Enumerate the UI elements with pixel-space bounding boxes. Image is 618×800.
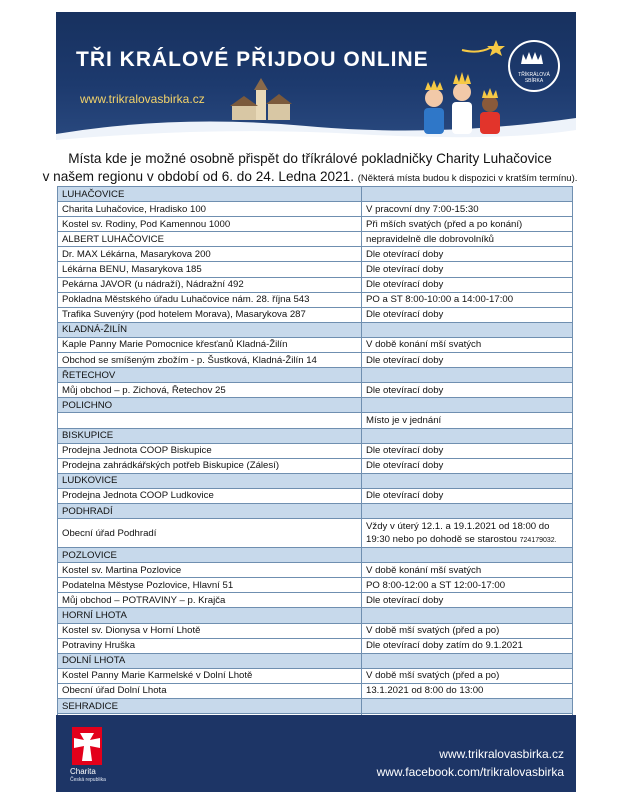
places-table [57,186,573,729]
place-row [58,383,573,398]
logo-text-line2: SBÍRKA [524,78,544,84]
page-heading [40,150,580,188]
place-name: Kaple Panny Marie Pomocnice křesťanů Kladná-Žilín [58,337,362,352]
place-row [58,519,573,548]
opening-time [362,623,573,638]
place-name: Kostel Panny Marie Karmelské v Dolní Lhotě [58,668,362,683]
charita-logo [72,727,102,765]
opening-time [362,683,573,698]
section-row [58,608,573,623]
place-name: Můj obchod – POTRAVINY – p. Krajča [58,593,362,608]
charita-cross-icon [72,727,102,765]
opening-time-text: Dle otevírací doby [366,460,444,472]
opening-time-text: Dle otevírací doby [366,279,444,291]
place-row [58,337,573,352]
place-row [58,307,573,322]
opening-time [362,563,573,578]
section-empty-cell [362,699,573,714]
place-name: Lékárna BENU, Masarykova 185 [58,262,362,277]
place-row [58,623,573,638]
opening-time [362,458,573,473]
opening-time-text: 13.1.2021 od 8:00 do 13:00 [366,685,484,697]
section-empty-cell [362,608,573,623]
opening-time [362,668,573,683]
opening-time [362,353,573,368]
place-row [58,202,573,217]
opening-time-text: Dle otevírací doby [366,594,444,606]
section-empty-cell [362,322,573,337]
place-name: Charita Luhačovice, Hradisko 100 [58,202,362,217]
section-empty-cell [362,368,573,383]
place-row [58,578,573,593]
opening-time [362,217,573,232]
opening-time-text: Dle otevírací doby [366,384,444,396]
section-empty-cell [362,653,573,668]
section-name: POZLOVICE [58,548,362,563]
opening-time [362,202,573,217]
heading-note: (Některá místa budou k dispozici v kratším termínu). [357,173,578,184]
section-row [58,503,573,518]
logo-text-line1: TŘÍKRÁLOVÁ [518,72,550,78]
section-name: KLADNÁ-ŽILÍN [58,322,362,337]
crowns-icon [508,40,556,70]
opening-time-text: PO 8:00-12:00 a ST 12:00-17:00 [366,579,506,591]
place-row [58,262,573,277]
banner-url[interactable]: www.trikralovasbirka.cz [80,92,205,106]
place-row [58,488,573,503]
place-name: Prodejna zahrádkářských potřeb Biskupice (Zálesí) [58,458,362,473]
opening-time-text: Dle otevírací doby [366,354,444,366]
section-name: ŘETECHOV [58,368,362,383]
header-banner [56,12,576,144]
place-name [58,413,362,428]
section-row [58,187,573,202]
church-village-illustration [226,76,296,126]
opening-time [362,593,573,608]
heading-line1: Místa kde je možné osobně přispět do tříkrálové pokladničky Charity Luhačovice [68,151,552,166]
place-name: Kostel sv. Rodiny, Pod Kamennou 1000 [58,217,362,232]
opening-time [362,578,573,593]
section-row [58,653,573,668]
place-name: Dr. MAX Lékárna, Masarykova 200 [58,247,362,262]
place-name: Obecní úřad Podhradí [58,519,362,548]
phone-number: 724179032. [519,536,557,544]
section-name: SEHRADICE [58,699,362,714]
section-row [58,428,573,443]
opening-time-text: Dle otevírací doby [366,490,444,502]
opening-time [362,277,573,292]
banner-title: TŘI KRÁLOVÉ PŘIJDOU ONLINE [76,48,429,71]
place-name: Prodejna Jednota COOP Ludkovice [58,488,362,503]
place-row [58,683,573,698]
section-empty-cell [362,398,573,413]
footer-website-link[interactable]: www.trikralovasbirka.cz [439,747,564,761]
section-name: DOLNÍ LHOTA [58,653,362,668]
charita-subtitle: Česká republika [70,777,106,783]
opening-time [362,262,573,277]
opening-time-text: Dle otevírací doby [366,248,444,260]
place-name: Podatelna Městyse Pozlovice, Hlavní 51 [58,578,362,593]
opening-time [362,638,573,653]
place-name: Kostel sv. Martina Pozlovice [58,563,362,578]
section-row [58,473,573,488]
section-row [58,699,573,714]
opening-time-text: V době mší svatých (před a po) [366,625,500,637]
opening-time [362,443,573,458]
place-row [58,458,573,473]
opening-time-text: Dle otevírací doby [366,264,444,276]
section-name: PODHRADÍ [58,503,362,518]
opening-time-text: V pracovní dny 7:00-15:30 [366,203,479,215]
opening-time-text: Vždy v úterý 12.1. a 19.1.2021 od 18:00 do 19:30 nebo po dohodě se starostou [366,520,550,545]
opening-time [362,488,573,503]
place-row [58,292,573,307]
opening-time [362,519,573,548]
opening-time-text: Dle otevírací doby [366,445,444,457]
place-row [58,638,573,653]
section-empty-cell [362,503,573,518]
place-row [58,232,573,247]
opening-time [362,232,573,247]
section-empty-cell [362,428,573,443]
opening-time-text: Dle otevírací doby zatím do 9.1.2021 [366,640,523,652]
section-row [58,368,573,383]
opening-time [362,413,573,428]
opening-time-text: V době konání mší svatých [366,339,482,351]
place-row [58,277,573,292]
opening-time [362,337,573,352]
section-row [58,398,573,413]
opening-time-text: nepravidelně dle dobrovolníků [366,233,495,245]
section-name: LUDKOVICE [58,473,362,488]
opening-time-text: V době mší svatých (před a po) [366,670,500,682]
place-name: Můj obchod – p. Zichová, Řetechov 25 [58,383,362,398]
place-row [58,217,573,232]
place-row [58,668,573,683]
section-row [58,548,573,563]
opening-time-text: Při mších svatých (před a po konání) [366,218,523,230]
section-name: BISKUPICE [58,428,362,443]
place-name: Obchod se smíšeným zbožím - p. Šustková, Kladná-Žilín 14 [58,353,362,368]
opening-time-text: Místo je v jednání [366,414,442,426]
place-name: Trafika Suvenýry (pod hotelem Morava), Masarykova 287 [58,307,362,322]
trikralova-sbirka-logo [508,40,560,92]
opening-time-text: V době konání mší svatých [366,564,482,576]
section-empty-cell [362,187,573,202]
star-icon [460,38,506,60]
charita-name: Charita [70,767,96,776]
place-name: Kostel sv. Dionysa v Horní Lhotě [58,623,362,638]
place-row [58,247,573,262]
footer-facebook-link[interactable]: www.facebook.com/trikralovasbirka [376,765,564,779]
section-name: POLICHNO [58,398,362,413]
section-name: HORNÍ LHOTA [58,608,362,623]
opening-time [362,247,573,262]
opening-time [362,383,573,398]
place-name: Prodejna Jednota COOP Biskupice [58,443,362,458]
opening-time [362,292,573,307]
heading-line2: v našem regionu v období od 6. do 24. Ledna 2021. [42,169,354,184]
place-row [58,443,573,458]
place-name: ALBERT LUHAČOVICE [58,232,362,247]
place-name: Pekárna JAVOR (u nádraží), Nádražní 492 [58,277,362,292]
place-name: Pokladna Městského úřadu Luhačovice nám. 28. října 543 [58,292,362,307]
place-row [58,593,573,608]
place-row [58,563,573,578]
opening-time-text: Dle otevírací doby [366,309,444,321]
section-name: LUHAČOVICE [58,187,362,202]
section-row [58,322,573,337]
three-kings-illustration [416,68,506,138]
place-row [58,413,573,428]
opening-time-text: PO a ST 8:00-10:00 a 14:00-17:00 [366,294,514,306]
place-name: Potraviny Hruška [58,638,362,653]
place-name: Obecní úřad Dolní Lhota [58,683,362,698]
section-empty-cell [362,473,573,488]
section-empty-cell [362,548,573,563]
footer-banner [56,715,576,792]
place-row [58,353,573,368]
opening-time [362,307,573,322]
